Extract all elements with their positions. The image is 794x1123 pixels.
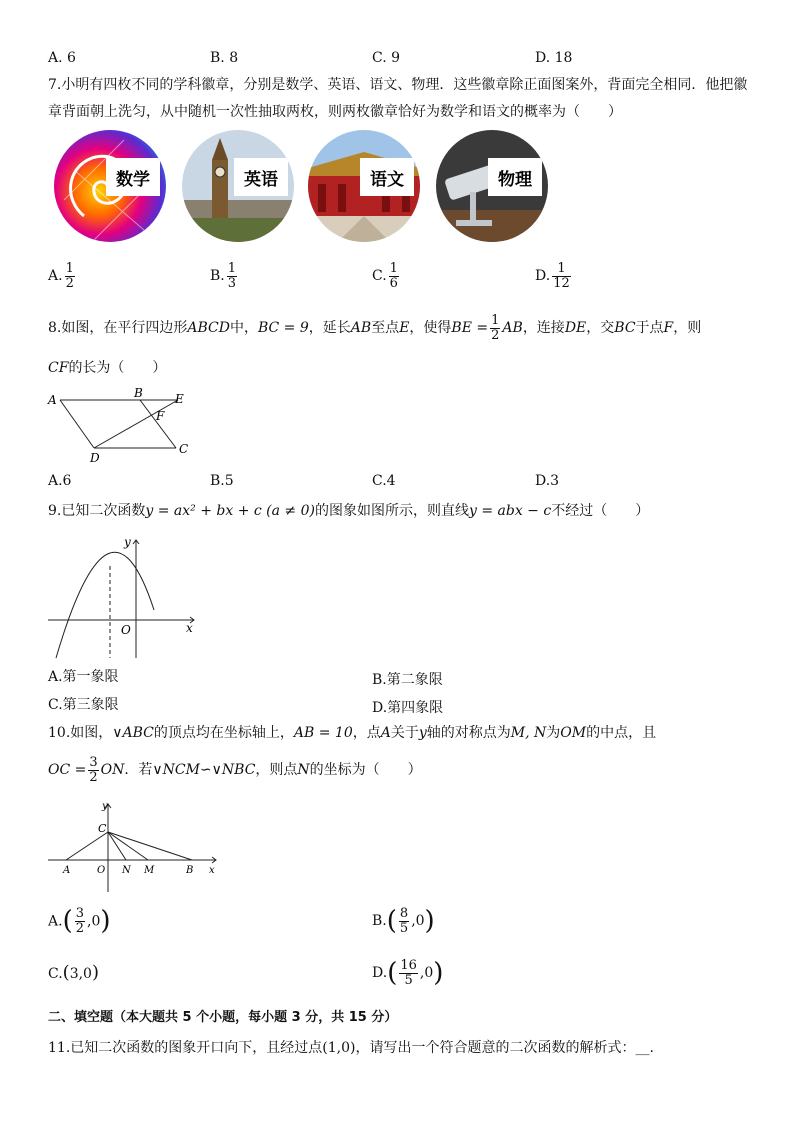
q6-option-b: B. 8 xyxy=(210,50,239,66)
label-o: O xyxy=(97,865,106,876)
section-heading: 二、填空题（本大题共 5 个小题，每小题 3 分，共 15 分） xyxy=(48,1010,398,1025)
q11-stem: 11.已知二次函数的图象开口向下，且经过点(1,0)，请写出一个符合题意的二次函数的解析式：__. xyxy=(48,1040,654,1056)
label-d: D xyxy=(90,451,100,465)
math-badge xyxy=(54,130,166,242)
q10-option-a: A.( $\frac{3}{2}$ ,0) xyxy=(48,906,111,937)
english-badge xyxy=(182,130,294,242)
q7-option-b: B. $\frac{1}{3}$ xyxy=(210,261,237,291)
badge-label: 语文 xyxy=(360,158,414,196)
physics-badge xyxy=(436,130,548,242)
chinese-badge xyxy=(308,130,420,242)
q8-parallelogram-figure xyxy=(44,386,204,466)
q9-stem: 9.已知二次函数y = ax² + bx + c (a ≠ 0)的图象如图所示，则直线y = abx − c不经过（ ） xyxy=(48,503,650,519)
q8-stem-line2: CF的长为（ ） xyxy=(48,360,167,376)
label-o: O xyxy=(121,623,131,637)
q7-option-a: A. $\frac{1}{2}$ xyxy=(48,261,74,291)
label-e: E xyxy=(175,392,184,406)
q6-option-a: A. 6 xyxy=(48,50,76,66)
q8-option-b: B.5 xyxy=(210,473,234,489)
q7-option-d: D. $\frac{1}{12}$ xyxy=(535,261,570,291)
label-c: C xyxy=(98,822,107,835)
label-m: M xyxy=(144,865,155,876)
q9-option-c: C.第三象限 xyxy=(48,697,119,713)
q8-option-a: A.6 xyxy=(48,473,72,489)
label-x: x xyxy=(186,621,193,635)
badge-label: 英语 xyxy=(234,158,288,196)
label-b: B xyxy=(186,865,194,876)
badge-label: 物理 xyxy=(488,158,542,196)
label-c: C xyxy=(179,442,189,456)
q6-option-c: C. 9 xyxy=(372,50,401,66)
q10-triangle-figure xyxy=(44,796,224,896)
q8-option-d: D.3 xyxy=(535,473,560,489)
q9-parabola-figure xyxy=(44,534,204,664)
q9-option-b: B.第二象限 xyxy=(372,672,443,688)
q10-stem-line2: OC = $\frac{3}{2}$ ON．若∨NCM∽∨NBC，则点N的坐标为（ ） xyxy=(48,755,422,785)
q8-option-c: C.4 xyxy=(372,473,396,489)
q9-option-a: A.第一象限 xyxy=(48,669,119,685)
label-y: y xyxy=(124,535,131,549)
badge-label: 数学 xyxy=(106,158,160,196)
label-f: F xyxy=(156,409,165,423)
label-b: B xyxy=(134,386,143,400)
q10-option-b: B.( $\frac{8}{5}$ ,0) xyxy=(372,905,435,936)
q10-stem-line1: 10.如图，∨ABC的顶点均在坐标轴上，AB = 10，点A关于y轴的对称点为M, N为OM的中点，且 xyxy=(48,725,657,741)
q7-option-c: C. $\frac{1}{6}$ xyxy=(372,261,398,291)
label-n: N xyxy=(122,865,131,876)
q6-option-d: D. 18 xyxy=(535,50,573,66)
label-a: A xyxy=(48,393,57,407)
q10-option-d: D.( $\frac{16}{5}$ ,0) xyxy=(372,957,444,988)
q7-stem-line1: 7.小明有四枚不同的学科徽章，分别是数学、英语、语文、物理．这些徽章除正面图案外，背面完全相同．他把徽 xyxy=(48,77,748,93)
label-a: A xyxy=(63,865,71,876)
q9-option-d: D.第四象限 xyxy=(372,700,444,716)
q8-stem-line1: 8.如图，在平行四边形ABCD中，BC = 9，延长AB至点E，使得BE = $\frac{1}{2}$ AB，连接DE，交BC于点F，则 xyxy=(48,313,702,343)
label-x: x xyxy=(209,865,215,876)
label-y: y xyxy=(102,801,108,812)
q7-stem-line2: 章背面朝上洗匀，从中随机一次性抽取两枚，则两枚徽章恰好为数学和语文的概率为（ ） xyxy=(48,104,622,120)
q10-option-c: C.(3,0) xyxy=(48,962,99,983)
